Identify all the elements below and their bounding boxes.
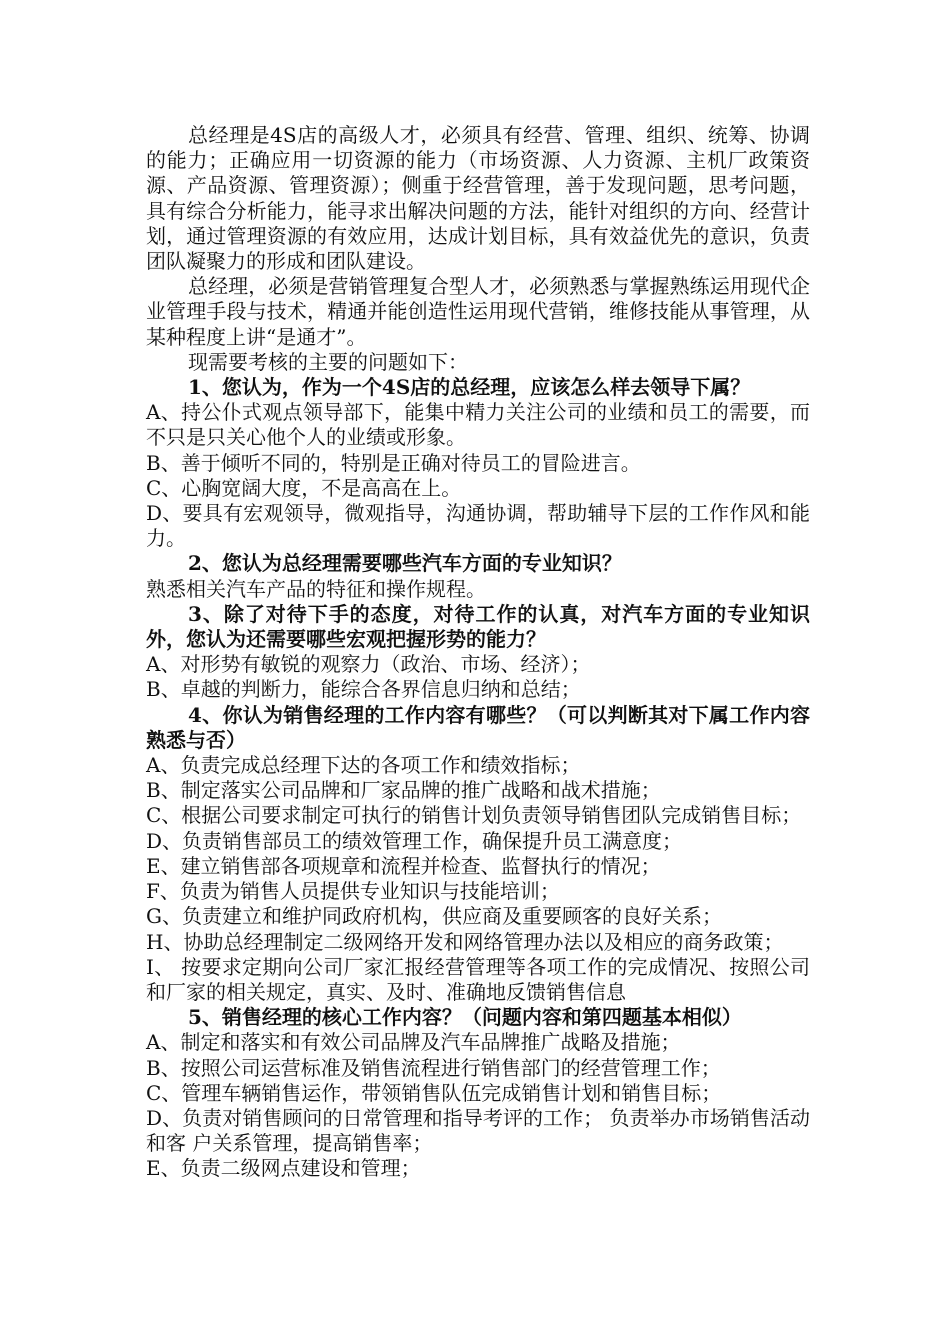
question-5-option-b: B、按照公司运营标准及销售流程进行销售部门的经营管理工作； — [146, 1055, 721, 1080]
question-4-title: 4、你认为销售经理的工作内容有哪些？（可以判断其对下属工作内容熟悉与否） — [146, 702, 810, 752]
question-4-option-h: H、协助总经理制定二级网络开发和网络管理办法以及相应的商务政策； — [146, 929, 784, 954]
question-5-option-a: A、制定和落实和有效公司品牌及汽车品牌推广战略及措施； — [146, 1030, 681, 1055]
question-4-option-f: F、负责为销售人员提供专业知识与技能培训； — [146, 879, 560, 904]
question-3-title: 3、除了对待下手的态度，对待工作的认真，对汽车方面的专业知识外，您认为还需要哪些宏观把握形势的能力？ — [146, 601, 810, 652]
question-5-title: 5、销售经理的核心工作内容？（问题内容和第四题基本相似） — [188, 1005, 742, 1030]
document-body — [146, 123, 810, 1182]
question-4-option-c: C、根据公司要求制定可执行的销售计划负责领导销售团队完成销售目标； — [146, 803, 802, 828]
intro-paragraph-2: 总经理，必须是营销管理复合型人才，必须熟悉与掌握熟练运用现代企业管理手段与技术，精通并能创造性运用现代营销，维修技能从事管理，从某种程度上讲“是通才”。 — [146, 274, 810, 349]
intro-paragraph-1: 总经理是4S店的高级人才，必须具有经营、管理、组织、统筹、协调的能力；正确应用一切资源的能力（市场资源、人力资源、主机厂政策资源、产品资源、管理资源）；侧重于经营管理，善于发现问题，思考问题，具有综合分析能力，能寻求出解决问题的方法，能针对组织的方向、经营计划，通过管理资源的有效应用，达成计划目标，具有效益优先的意识，负责团队凝聚力的形成和团队建设。 — [146, 123, 810, 274]
question-4-option-e: E、建立销售部各项规章和流程并检查、监督执行的情况； — [146, 853, 661, 878]
question-3-option-a: A、对形势有敏锐的观察力（政治、市场、经济）； — [146, 652, 591, 677]
question-1-option-a: A、持公仆式观点领导部下，能集中精力关注公司的业绩和员工的需要，而不只是只关心他个人的业绩或形象。 — [146, 400, 810, 450]
question-1-option-d: D、要具有宏观领导，微观指导，沟通协调，帮助辅导下层的工作作风和能力。 — [146, 501, 810, 551]
question-4-option-i: I、 按要求定期向公司厂家汇报经营管理等各项工作的完成情况、按照公司和厂家的相关规定，真实、及时、准确地反馈销售信息 — [146, 954, 810, 1004]
question-5-option-c: C、管理车辆销售运作，带领销售队伍完成销售计划和销售目标； — [146, 1080, 722, 1105]
question-4-option-a: A、负责完成总经理下达的各项工作和绩效指标； — [146, 753, 581, 778]
question-5-option-e: E、负责二级网点建设和管理； — [146, 1156, 421, 1181]
intro-paragraph-3: 现需要考核的主要的问题如下： — [188, 349, 468, 374]
question-3-option-b: B、卓越的判断力，能综合各界信息归纳和总结； — [146, 677, 581, 702]
question-2-answer: 熟悉相关汽车产品的特征和操作规程。 — [146, 576, 486, 601]
question-1-option-c: C、心胸宽阔大度，不是高高在上。 — [146, 475, 462, 500]
question-5-option-d: D、负责对销售顾问的日常管理和指导考评的工作； 负责举办市场销售活动和客 户关系管理，提高销售率； — [146, 1105, 810, 1156]
question-2-title: 2、您认为总经理需要哪些汽车方面的专业知识？ — [188, 551, 622, 576]
question-1-option-b: B、善于倾听不同的，特别是正确对待员工的冒险进言。 — [146, 450, 641, 475]
question-4-option-b: B、制定落实公司品牌和厂家品牌的推广战略和战术措施； — [146, 778, 661, 803]
question-1-title: 1、您认为，作为一个4S店的总经理，应该怎么样去领导下属？ — [188, 375, 751, 400]
question-4-option-g: G、负责建立和维护同政府机构，供应商及重要顾客的良好关系； — [146, 904, 722, 929]
question-4-option-d: D、负责销售部员工的绩效管理工作，确保提升员工满意度； — [146, 828, 683, 853]
